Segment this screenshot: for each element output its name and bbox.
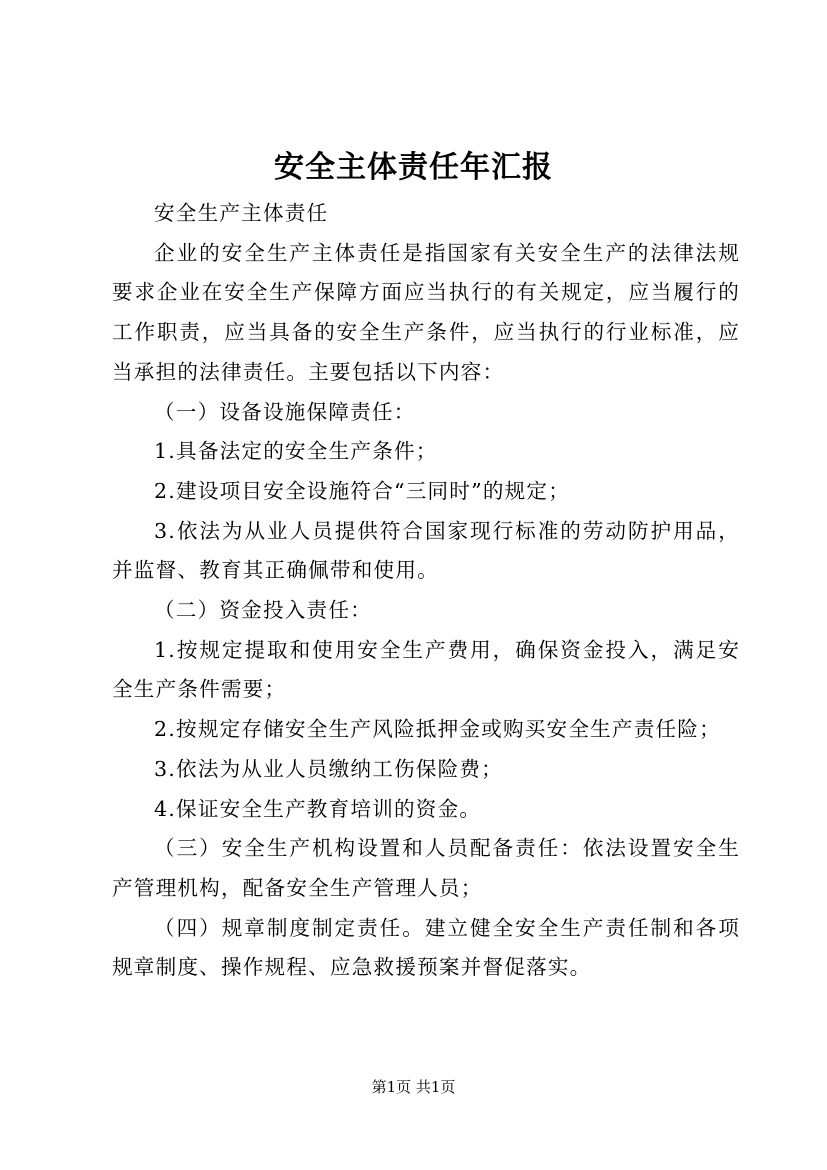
- paragraph-section-2: （二）资金投入责任：: [154, 598, 372, 623]
- paragraph-item-1-1: 1.具备法定的安全生产条件；: [154, 439, 438, 464]
- page-footer: 第1页 共1页: [371, 1078, 456, 1096]
- paragraph-item-2-4: 4.保证安全生产教育培训的资金。: [154, 796, 482, 821]
- paragraph-item-2-2: 2.按规定存储安全生产风险抵押金或购买安全生产责任险；: [154, 717, 721, 742]
- paragraph-section-4: （四）规章制度制定责任。建立健全安全生产责任制和各项规章制度、操作规程、应急救援预案并督促落实。: [112, 915, 740, 980]
- paragraph-definition: 企业的安全生产主体责任是指国家有关安全生产的法律法规要求企业在安全生产保障方面应当执行的有关规定，应当履行的工作职责，应当具备的安全生产条件，应当执行的行业标准，应当承担的法律责任。主要包括以下内容：: [112, 240, 740, 384]
- paragraph-item-1-3: 3.依法为从业人员提供符合国家现行标准的劳动防护用品，并监督、教育其正确佩带和使用。: [112, 518, 740, 583]
- paragraph-item-1-2: 2.建设项目安全设施符合“三同时”的规定；: [154, 478, 570, 503]
- paragraph-heading: 安全生产主体责任: [154, 201, 329, 225]
- document-body: [112, 194, 740, 988]
- paragraph-section-1: （一）设备设施保障责任：: [154, 399, 416, 424]
- paragraph-item-2-3: 3.依法为从业人员缴纳工伤保险费；: [154, 756, 503, 781]
- paragraph-item-2-1: 1.按规定提取和使用安全生产费用，确保资金投入，满足安全生产条件需要；: [112, 637, 740, 702]
- document-title: 安全主体责任年汇报: [274, 150, 553, 185]
- paragraph-section-3: （三）安全生产机构设置和人员配备责任：依法设置安全生产管理机构，配备安全生产管理人员；: [112, 836, 740, 900]
